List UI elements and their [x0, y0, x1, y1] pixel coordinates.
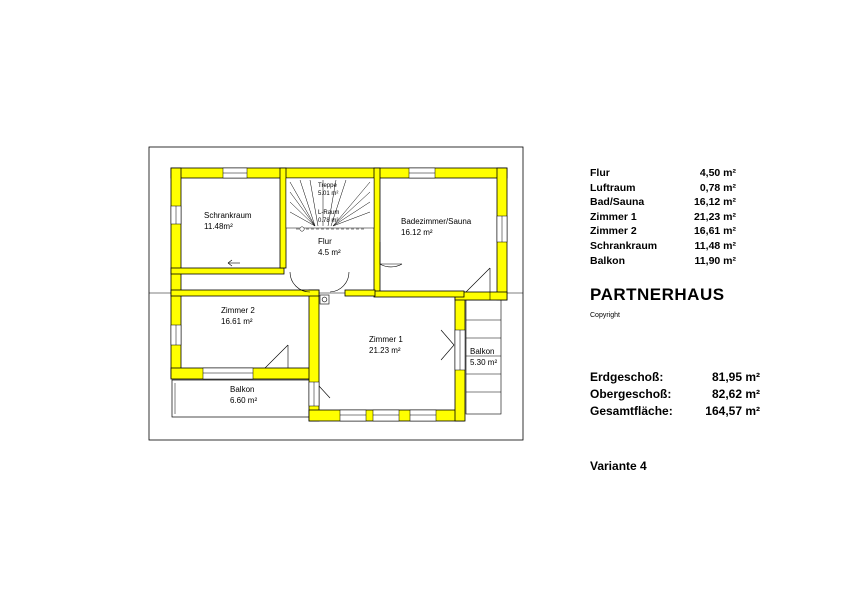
balcony-right-stairs: [466, 300, 501, 414]
area-value: 21,23 m²: [693, 210, 736, 223]
room-area-balkon-right: 5.30 m²: [470, 358, 498, 367]
area-value: 16,12 m²: [693, 196, 736, 209]
area-label: Zimmer 1: [590, 210, 637, 223]
area-label: Luftraum: [590, 181, 636, 194]
page-title: PARTNERHAUS: [590, 285, 725, 304]
area-value: 4,50 m²: [699, 167, 736, 179]
area-table: [590, 166, 736, 268]
area-row: [590, 195, 736, 210]
area-value: 11,90 m²: [694, 254, 736, 267]
total-row: [590, 369, 760, 386]
room-area-flur: 4.5 m²: [318, 248, 341, 257]
room-area-zimmer2: 16.61 m²: [221, 317, 253, 326]
total-label: Gesamtfläche:: [590, 404, 673, 418]
area-label: Balkon: [590, 254, 626, 267]
totals-table: [590, 369, 760, 420]
room-name-balkon-left: Balkon: [230, 385, 255, 394]
room-area-balkon-left: 6.60 m²: [230, 396, 258, 405]
copyright-note: Copyright: [590, 312, 620, 319]
area-label: Flur: [590, 167, 610, 179]
room-name-badezimmer: Badezimmer/Sauna: [401, 217, 472, 226]
area-value: 0,78 m²: [699, 181, 736, 194]
room-name-flur: Flur: [318, 237, 332, 246]
total-value: 81,95 m²: [711, 370, 760, 384]
total-label: Obergeschoß:: [590, 387, 672, 401]
area-value: 16,61 m²: [693, 225, 736, 238]
area-label: Zimmer 2: [590, 225, 637, 238]
room-name-zimmer1: Zimmer 1: [369, 335, 403, 344]
total-row: [590, 386, 760, 403]
total-value: 82,62 m²: [711, 387, 760, 401]
area-row: [590, 239, 736, 254]
area-row: [590, 166, 736, 181]
total-value: 164,57 m²: [705, 404, 760, 418]
total-label: Erdgeschoß:: [590, 370, 664, 384]
room-area-badezimmer: 16.12 m²: [401, 228, 433, 237]
room-area-schrankraum: 11.48m²: [204, 222, 233, 231]
room-name-balkon-right: Balkon: [470, 347, 495, 356]
chimney: [320, 295, 329, 304]
area-label: Bad/Sauna: [590, 196, 645, 209]
area-row: [590, 181, 736, 196]
room-name-zimmer2: Zimmer 2: [221, 306, 255, 315]
room-area-zimmer1: 21.23 m²: [369, 346, 401, 355]
room-name-schrankraum: Schrankraum: [204, 211, 252, 220]
room-area-lraum: 0.78 m²: [318, 218, 339, 224]
variant-label: Variante 4: [590, 459, 647, 473]
area-row: [590, 254, 736, 269]
area-row: [590, 224, 736, 239]
room-area-treppe: 5.01 m²: [318, 191, 339, 197]
area-value: 11,48 m²: [694, 239, 736, 252]
area-label: Schrankraum: [590, 239, 658, 252]
area-row: [590, 210, 736, 225]
room-name-lraum: L-Raum: [318, 210, 340, 216]
total-row: [590, 403, 760, 420]
room-name-treppe: Treppe: [318, 183, 337, 189]
